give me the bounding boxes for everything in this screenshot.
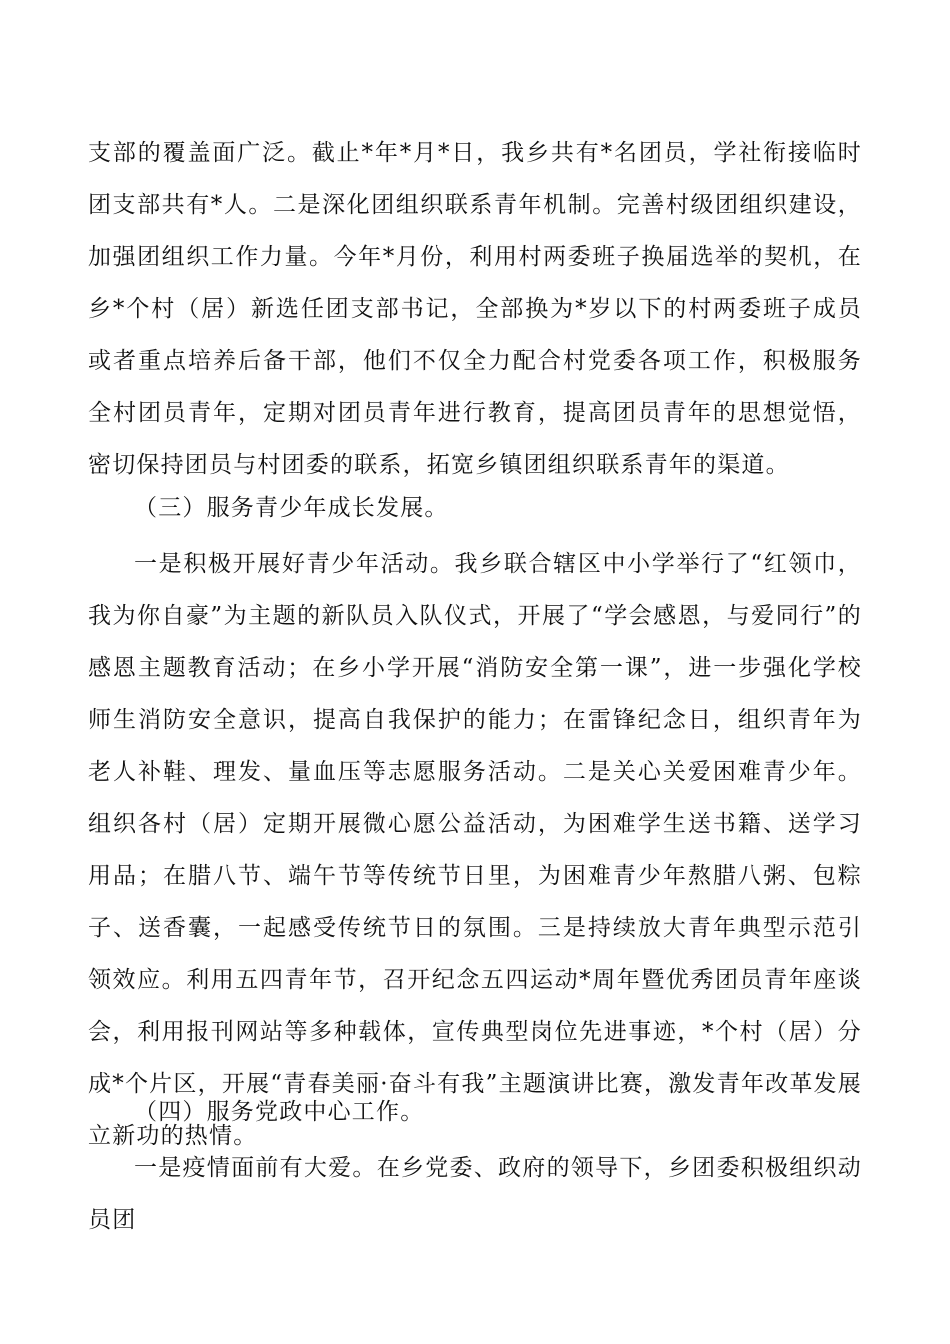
paragraph-section-3: 一是积极开展好青少年活动。我乡联合辖区中小学举行了“红领巾，我为你自豪”为主题的新队员入队仪式，开展了“学会感恩，与爱同行”的感恩主题教育活动；在乡小学开展“消防安全第一课”，进一步强化学校师生消防安全意识，提高自我保护的能力；在雷锋纪念日，组织青年为老人补鞋、理发、量血压等志愿服务活动。二是关心关爱困难青少年。组织各村（居）定期开展微心愿公益活动，为困难学生送书籍、送学习用品；在腊八节、端午节等传统节日里，为困难青少年熬腊八粥、包粽子、送香囊，一起感受传统节日的氛围。三是持续放大青年典型示范引领效应。利用五四青年节，召开纪念五四运动*周年暨优秀团员青年座谈会，利用报刊网站等多种载体，宣传典型岗位先进事迹，*个村（居）分成*个片区，开展“青春美丽·奋斗有我”主题演讲比赛，激发青年改革发展立新功的热情。 <box>88 551 862 1149</box>
section-heading-4: （四）服务党政中心工作。 <box>134 1099 425 1125</box>
paragraph-continued: 支部的覆盖面广泛。截止*年*月*日，我乡共有*名团员，学社衔接临时团支部共有*人。二是深化团组织联系青年机制。完善村级团组织建设，加强团组织工作力量。今年*月份，利用村两委班子换届选举的契机，在乡*个村（居）新选任团支部书记，全部换为*岁以下的村两委班子成员或者重点培养后备干部，他们不仅全力配合村党委各项工作，积极服务全村团员青年，定期对团员青年进行教育，提高团员青年的思想觉悟，密切保持团员与村团委的联系，拓宽乡镇团组织联系青年的渠道。 <box>88 140 862 478</box>
paragraph-section-4: 一是疫情面前有大爱。在乡党委、政府的领导下，乡团委积极组织动员团 <box>88 1155 862 1233</box>
section-heading-3: （三）服务青少年成长发展。 <box>134 495 449 521</box>
